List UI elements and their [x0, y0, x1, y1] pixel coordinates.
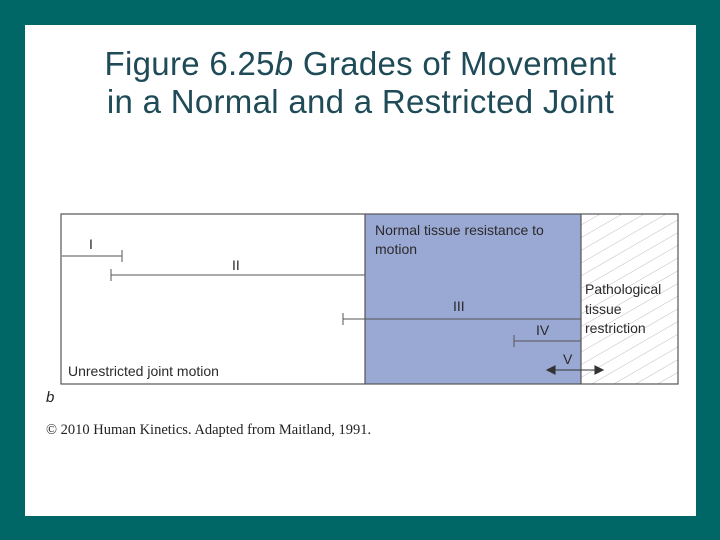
grade-iv-label: IV	[536, 322, 550, 338]
title-italic-letter: b	[274, 45, 294, 82]
pathological-restriction-region	[581, 214, 678, 384]
pathological-label-line-3: restriction	[585, 320, 646, 336]
grades-of-movement-diagram	[25, 25, 696, 516]
title-rest: Grades of Movement	[293, 45, 617, 82]
normal-tissue-resistance-region	[365, 214, 581, 384]
normal-resistance-label-line-2: motion	[375, 241, 418, 257]
grade-v-label: V	[563, 351, 573, 367]
normal-resistance-label-line-1: Normal tissue resistance to	[375, 222, 544, 238]
pathological-label-line-2: tissue	[585, 301, 622, 317]
grade-iii-label: III	[453, 298, 465, 314]
title-line-2: in a Normal and a Restricted Joint	[106, 83, 615, 120]
unrestricted-joint-motion-label: Unrestricted joint motion	[68, 363, 219, 379]
panel-letter: b	[46, 389, 55, 406]
pathological-label-line-1: Pathological	[585, 281, 662, 297]
grade-i-label: I	[89, 236, 93, 252]
copyright-credit: © 2010 Human Kinetics. Adapted from Maitland, 1991.	[46, 422, 372, 438]
title-prefix: Figure 6.25	[104, 45, 275, 82]
grade-ii-label: II	[232, 257, 240, 273]
slide	[25, 25, 696, 516]
